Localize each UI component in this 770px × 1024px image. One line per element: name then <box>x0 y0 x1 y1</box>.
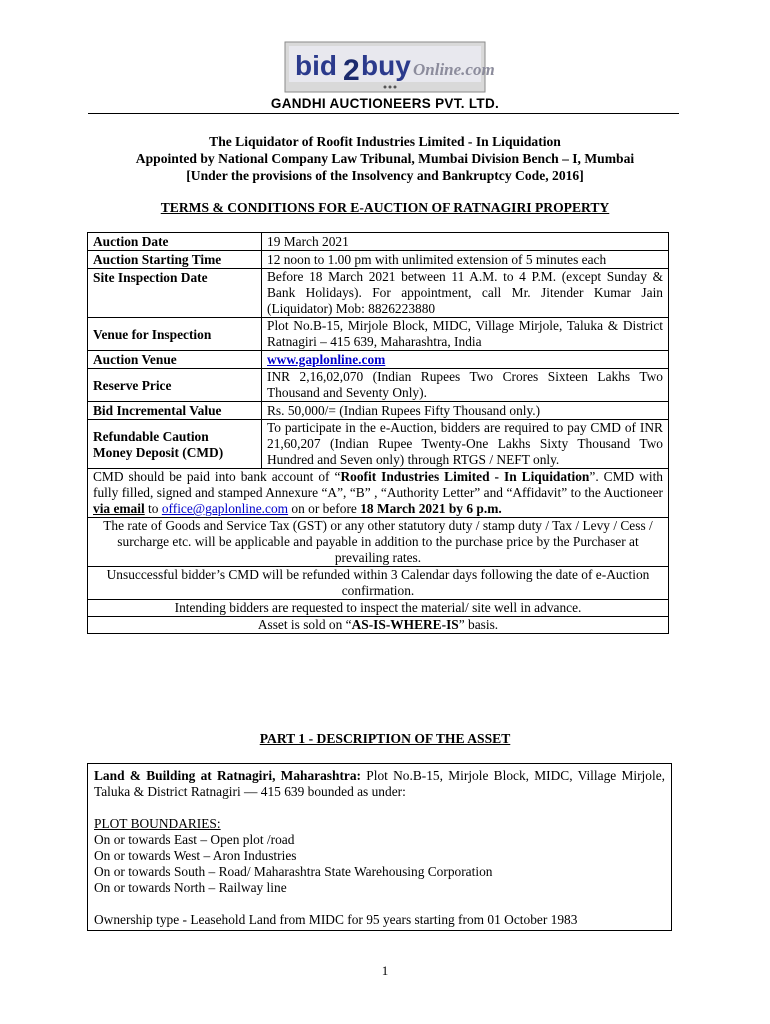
table-row <box>88 600 669 617</box>
bid-increment-label: Bid Incremental Value <box>88 402 262 420</box>
via-email-text: via email <box>93 501 145 516</box>
inspect-note: Intending bidders are requested to inspect the material/ site well in advance. <box>88 600 669 617</box>
site-inspection-label: Site Inspection Date <box>88 269 262 318</box>
logo-text-2: 2 <box>343 54 360 87</box>
liquidation-entity-name: Roofit Industries Limited - In Liquidation <box>340 469 590 484</box>
asset-title: Land & Building at Ratnagiri, Maharashtra: Plot No.B-15, Mirjole Block, MIDC, Village Mirjole, Taluka & District Ratnagiri — 415 639 bounded as under: <box>94 768 665 799</box>
plot-boundaries-heading: PLOT BOUNDARIES: <box>94 816 221 831</box>
header-line-1: The Liquidator of Roofit Industries Limited - In Liquidation <box>209 134 561 149</box>
terms-heading: TERMS & CONDITIONS FOR E-AUCTION OF RATNAGIRI PROPERTY <box>160 200 610 215</box>
venue-inspection-value: Plot No.B-15, Mirjole Block, MIDC, Village Mirjole, Taluka & District Ratnagiri – 415 639, Maharashtra, India <box>262 318 669 351</box>
auction-start-value: 12 noon to 1.00 pm with unlimited extension of 5 minutes each <box>262 251 669 269</box>
list-item: On or towards North – Railway line <box>94 880 287 895</box>
auction-start-label: Auction Starting Time <box>88 251 262 269</box>
logo-text-bid: bid <box>295 50 337 81</box>
table-row <box>88 469 669 518</box>
table-row <box>88 420 669 469</box>
list-item: On or towards East – Open plot /road <box>94 832 295 847</box>
table-row <box>88 269 669 318</box>
cmd-label <box>88 420 262 469</box>
list-item: On or towards South – Road/ Maharashtra State Warehousing Corporation <box>94 864 493 879</box>
table-row <box>88 251 669 269</box>
auction-date-value: 19 March 2021 <box>262 233 669 251</box>
table-row <box>88 318 669 351</box>
bid2buy-logo <box>285 42 495 92</box>
cmd-deadline: 18 March 2021 by 6 p.m. <box>360 501 502 516</box>
cmd-value: To participate in the e-Auction, bidders are required to pay CMD of INR 21,60,207 (Indian Rupee Twenty-One Lakhs Sixty Thousand Two Hundred and Seven only) through RTGS / NEFT only. <box>262 420 669 469</box>
liquidator-header <box>0 133 770 184</box>
auctioneer-email-link[interactable]: office@gaplonline.com <box>161 501 289 516</box>
cmd-label-line-2: Money Deposit (CMD) <box>93 444 224 460</box>
table-row <box>88 518 669 567</box>
reserve-price-value: INR 2,16,02,070 (Indian Rupees Two Crores Sixteen Lakhs Two Thousand and Seventy Only). <box>262 369 669 402</box>
asset-description <box>87 763 672 931</box>
table-row <box>88 402 669 420</box>
auction-date-label: Auction Date <box>88 233 262 251</box>
header-line-2: Appointed by National Company Law Tribunal, Mumbai Division Bench – I, Mumbai <box>135 151 635 166</box>
header-line-3: [Under the provisions of the Insolvency and Bankruptcy Code, 2016] <box>186 168 584 183</box>
reserve-price-label: Reserve Price <box>88 369 262 402</box>
cmd-payment-note: CMD should be paid into bank account of “Roofit Industries Limited - In Liquidation”. CMD with fully filled, signed and stamped Annexure “A”, “B” , “Authority Letter” and “Affidavit” to the Auctioneer via email to office@gaplonline.com on or before 18 March 2021 by 6 p.m. <box>88 469 669 518</box>
logo-text-buy: buy <box>361 50 411 81</box>
auction-venue-link[interactable]: www.gaplonline.com <box>267 351 386 367</box>
cmd-label-line-1: Refundable Caution <box>93 428 209 444</box>
gst-note: The rate of Goods and Service Tax (GST) or any other statutory duty / stamp duty / Tax / Levy / Cess / surcharge etc. will be applicable and payable in addition to the purchase price by the Purchaser at prevailing rates. <box>88 518 669 567</box>
table-row <box>88 369 669 402</box>
header-divider <box>88 113 679 114</box>
table-row <box>88 617 669 634</box>
company-name: GANDHI AUCTIONEERS PVT. LTD. <box>270 96 500 111</box>
venue-inspection-label: Venue for Inspection <box>88 318 262 351</box>
auction-venue-label: Auction Venue <box>88 351 262 369</box>
page-number: 1 <box>381 963 389 978</box>
as-is-where-is: AS-IS-WHERE-IS <box>351 617 459 632</box>
table-row <box>88 351 669 369</box>
bid-increment-value: Rs. 50,000/= (Indian Rupees Fifty Thousand only.) <box>262 402 669 420</box>
table-row <box>88 233 669 251</box>
logo-text-online: Online.com <box>413 60 495 79</box>
ownership-type: Ownership type - Leasehold Land from MIDC for 95 years starting from 01 October 1983 <box>94 912 578 927</box>
table-row <box>88 567 669 600</box>
list-item: On or towards West – Aron Industries <box>94 848 297 863</box>
part1-heading: PART 1 - DESCRIPTION OF THE ASSET <box>259 731 511 746</box>
as-is-note: Asset is sold on “AS-IS-WHERE-IS” basis. <box>88 617 669 634</box>
terms-table <box>87 232 669 634</box>
site-inspection-value: Before 18 March 2021 between 11 A.M. to 4 P.M. (except Sunday & Bank Holidays). For appointment, call Mr. Jitender Kumar Jain (Liquidator) Mob: 8826223880 <box>262 269 669 318</box>
refund-note: Unsuccessful bidder’s CMD will be refunded within 3 Calendar days following the date of e-Auction confirmation. <box>88 567 669 600</box>
